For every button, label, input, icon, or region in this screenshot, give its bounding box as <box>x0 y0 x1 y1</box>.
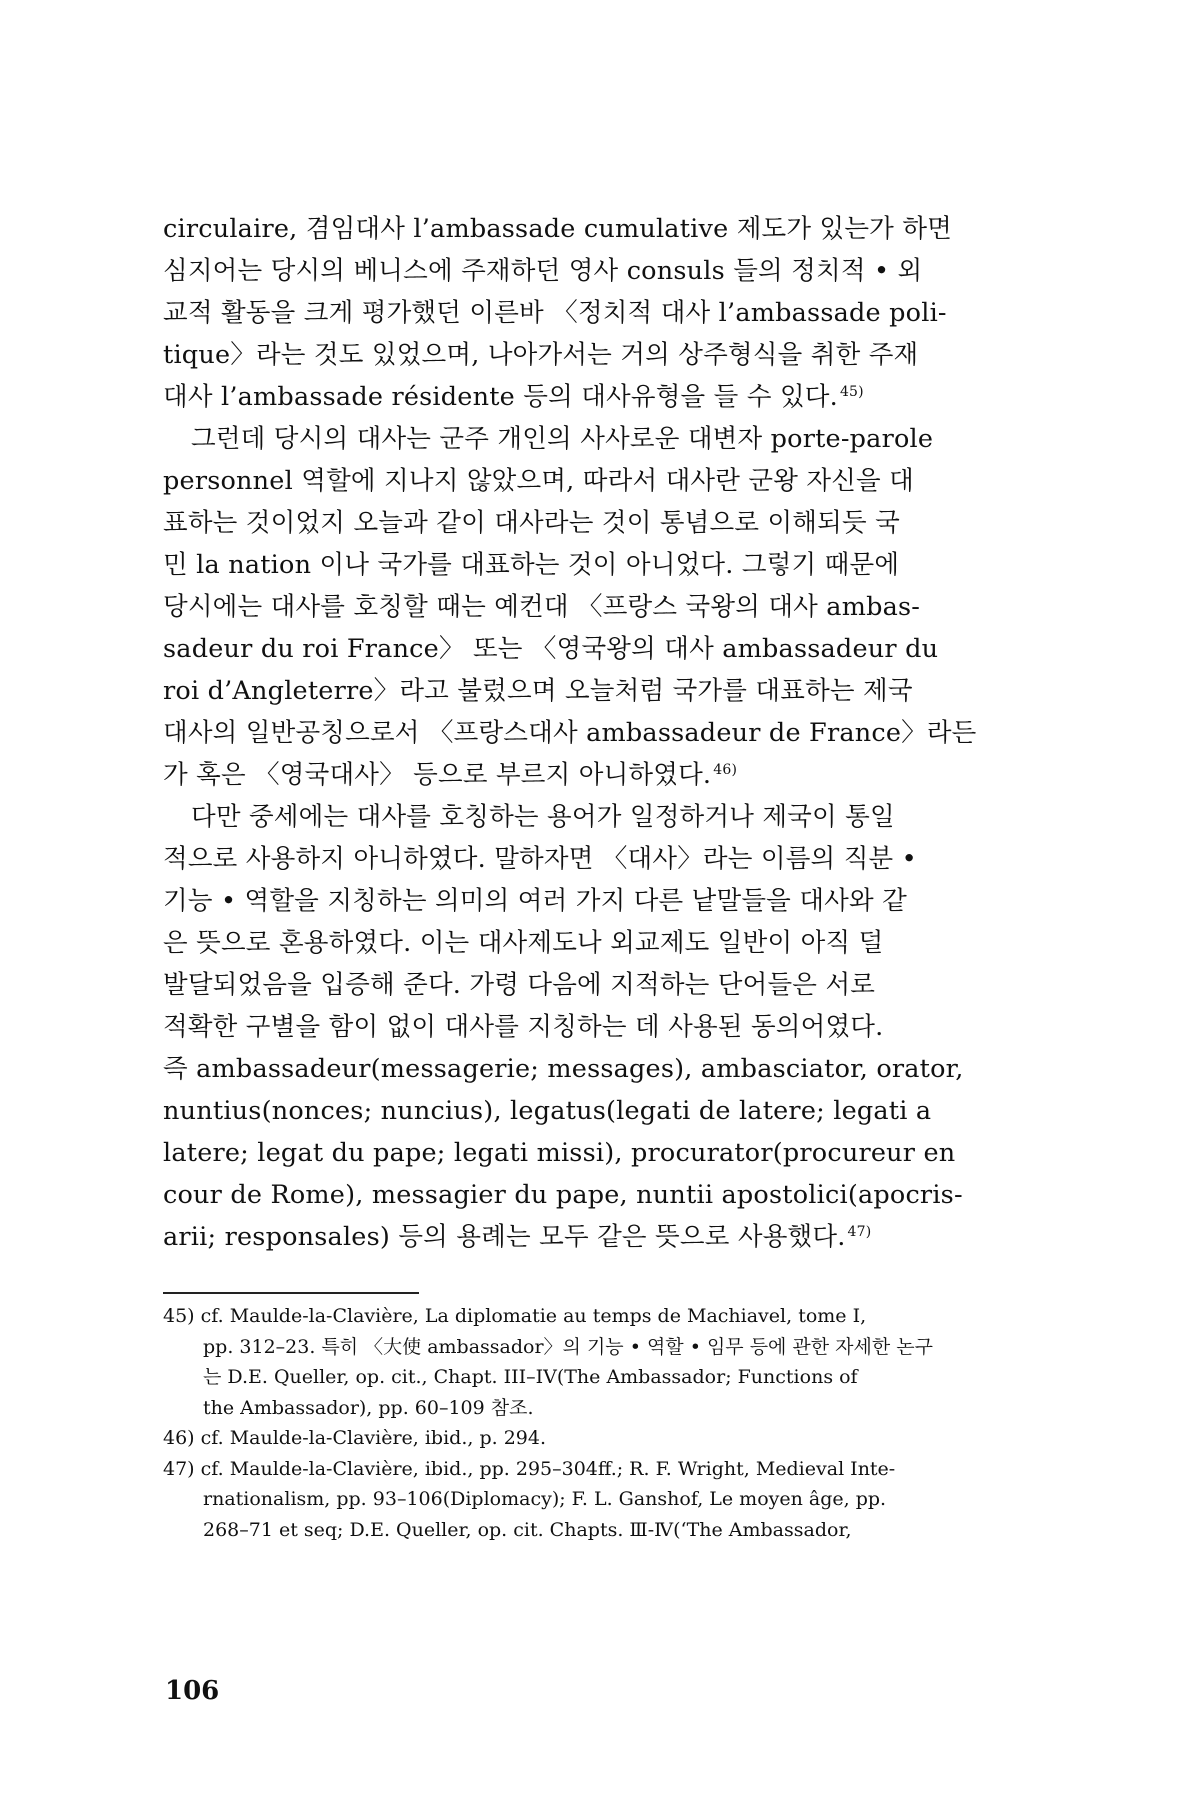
line-text: 당시에는 대사를 호칭할 때는 예컨대 〈프랑스 국왕의 대사 ambas- <box>163 592 921 622</box>
footnote-divider <box>163 1292 419 1294</box>
line-text: 기능 • 역할을 지칭하는 의미의 여러 가지 다른 낱말들을 대사와 같 <box>163 886 907 916</box>
line-text: 그런데 당시의 대사는 군주 개인의 사사로운 대변자 porte-parole <box>191 424 934 454</box>
line-text: 가 혹은 〈영국대사〉 등으로 부르지 아니하였다. <box>163 760 712 790</box>
line-text: circulaire, 겸임대사 l’ambassade cumulative 제도가 있는가 하면 <box>163 214 952 244</box>
text-line <box>163 1090 999 1132</box>
text-line <box>163 1048 999 1090</box>
line-text: nuntius(nonces; nuncius), legatus(legati de latere; legati a <box>163 1096 932 1126</box>
footnote-line: 45) cf. Maulde-la-Clavière, La diplomatie au temps de Machiavel, tome I, <box>163 1305 867 1327</box>
line-text: 대사의 일반공칭으로서 〈프랑스대사 ambassadeur de France〉라든 <box>163 718 977 748</box>
text-line <box>163 796 999 838</box>
text-line <box>163 1006 999 1048</box>
body-text <box>163 208 999 1258</box>
line-text: cour de Rome), messagier du pape, nuntii apostolici(apocris- <box>163 1180 963 1210</box>
text-line <box>163 1216 999 1258</box>
text-line <box>163 712 999 754</box>
page-number: 106 <box>165 1676 220 1706</box>
line-text: 적으로 사용하지 아니하였다. 말하자면 〈대사〉라는 이름의 직분 • <box>163 844 917 874</box>
text-line <box>163 460 999 502</box>
text-line <box>163 838 999 880</box>
footnote-line: pp. 312–23. 특히 〈大使 ambassador〉의 기능 • 역할 • 임무 등에 관한 자세한 논구 <box>203 1335 933 1358</box>
text-line <box>163 880 999 922</box>
footnote-line: 268–71 et seq; D.E. Queller, op. cit. Chapts. Ⅲ-Ⅳ(‘The Ambassador, <box>203 1518 852 1541</box>
text-line <box>163 1174 999 1216</box>
line-text: 표하는 것이었지 오늘과 같이 대사라는 것이 통념으로 이해되듯 국 <box>163 508 900 538</box>
footnote-line: 47) cf. Maulde-la-Clavière, ibid., pp. 295–304ff.; R. F. Wright, Medieval Inte- <box>163 1457 896 1480</box>
text-line <box>163 922 999 964</box>
footnote-line: 46) cf. Maulde-la-Clavière, ibid., p. 294. <box>163 1427 546 1449</box>
text-line <box>163 964 999 1006</box>
text-line <box>163 1132 999 1174</box>
line-text: latere; legat du pape; legati missi), procurator(procureur en <box>163 1138 956 1168</box>
footnote-line: 는 D.E. Queller, op. cit., Chapt. III–IV(The Ambassador; Functions of <box>203 1366 858 1388</box>
line-text: 발달되었음을 입증해 준다. 가령 다음에 지적하는 단어들은 서로 <box>163 970 876 1000</box>
text-line <box>163 586 999 628</box>
line-text: 교적 활동을 크게 평가했던 이른바 〈정치적 대사 l’ambassade poli- <box>163 298 947 328</box>
text-line <box>163 418 999 460</box>
text-line <box>163 376 999 418</box>
line-text: 대사 l’ambassade résidente 등의 대사유형을 들 수 있다. <box>163 382 838 412</box>
line-text: 적확한 구별을 함이 없이 대사를 지칭하는 데 사용된 동의어였다. <box>163 1012 884 1042</box>
text-line <box>163 670 999 712</box>
line-text: 민 la nation 이나 국가를 대표하는 것이 아니었다. 그렇기 때문에 <box>163 550 900 580</box>
text-line <box>163 250 999 292</box>
footnote-ref-45: 45) <box>839 383 864 400</box>
line-text: 은 뜻으로 혼용하였다. 이는 대사제도나 외교제도 일반이 아직 덜 <box>163 928 884 958</box>
text-line <box>163 292 999 334</box>
text-line <box>163 334 999 376</box>
footnote-line: rnationalism, pp. 93–106(Diplomacy); F. L. Ganshof, Le moyen âge, pp. <box>203 1488 887 1510</box>
line-text: 심지어는 당시의 베니스에 주재하던 영사 consuls 들의 정치적 • 외 <box>163 256 923 286</box>
line-text: 즉 ambassadeur(messagerie; messages), ambasciator, orator, <box>163 1054 964 1084</box>
text-line <box>163 208 999 250</box>
line-text: roi d’Angleterre〉라고 불렀으며 오늘처럼 국가를 대표하는 제국 <box>163 676 913 706</box>
line-text: 다만 중세에는 대사를 호칭하는 용어가 일정하거나 제국이 통일 <box>191 802 895 832</box>
footnote-ref-46: 46) <box>713 761 738 778</box>
line-text: sadeur du roi France〉 또는 〈영국왕의 대사 ambassadeur du <box>163 634 939 664</box>
text-line <box>163 544 999 586</box>
footnotes <box>163 1301 999 1545</box>
text-line <box>163 502 999 544</box>
text-line <box>163 628 999 670</box>
line-text: arii; responsales) 등의 용례는 모두 같은 뜻으로 사용했다. <box>163 1222 846 1252</box>
text-line <box>163 754 999 796</box>
line-text: tique〉라는 것도 있었으며, 나아가서는 거의 상주형식을 취한 주재 <box>163 340 919 370</box>
footnote-line: the Ambassador), pp. 60–109 참조. <box>203 1396 534 1419</box>
line-text: personnel 역할에 지나지 않았으며, 따라서 대사란 군왕 자신을 대 <box>163 466 915 496</box>
footnote-ref-47: 47) <box>847 1223 872 1240</box>
